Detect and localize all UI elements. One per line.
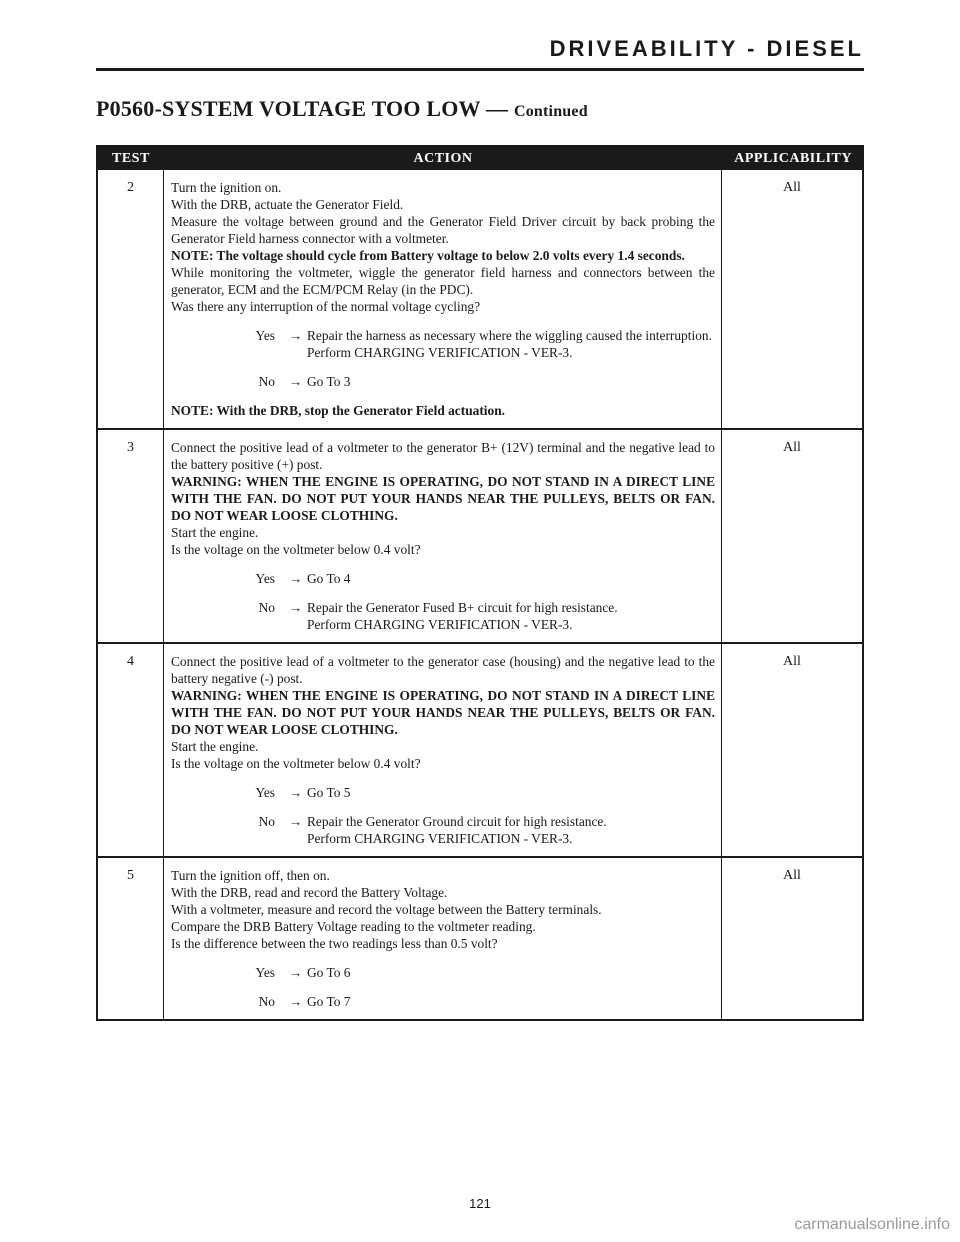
no-result: [307, 599, 715, 633]
action-line: Measure the voltage between ground and the Generator Field Driver circuit by back probing the Generator Field harness connector with a voltmeter.: [171, 214, 715, 246]
yes-label: Yes: [255, 965, 275, 980]
result-line: Repair the Generator Fused B+ circuit for high resistance.: [307, 600, 618, 615]
yes-result: [307, 964, 715, 981]
no-option: [171, 993, 715, 1010]
header-rule: [96, 68, 864, 71]
arrow-icon: →: [289, 965, 303, 980]
header-test: TEST: [112, 150, 150, 166]
action-line: With the DRB, actuate the Generator Field.: [171, 197, 404, 212]
table-body: [98, 170, 862, 1019]
result-line: Repair the harness as necessary where the wiggling caused the interruption.: [307, 328, 712, 343]
action-cell: [164, 430, 722, 642]
test-number: 3: [98, 430, 164, 642]
action-line: Is the voltage on the voltmeter below 0.4 volt?: [171, 542, 421, 557]
header-action: ACTION: [413, 150, 473, 166]
action-line: With the DRB, read and record the Battery Voltage.: [171, 885, 448, 900]
applicability: All: [783, 180, 801, 195]
header-applicability: APPLICABILITY: [734, 150, 852, 166]
result-line: Go To 7: [307, 994, 351, 1009]
no-label: No: [258, 600, 275, 615]
action-line: NOTE: The voltage should cycle from Battery voltage to below 2.0 volts every 1.4 seconds.: [171, 248, 685, 263]
action-line: Start the engine.: [171, 739, 259, 754]
action-line: Start the engine.: [171, 525, 259, 540]
action-line: While monitoring the voltmeter, wiggle the generator field harness and connectors between the generator, ECM and the ECM/PCM Relay (in the PDC).: [171, 265, 715, 297]
no-option: [171, 599, 715, 633]
action-line: Was there any interruption of the normal voltage cycling?: [171, 299, 481, 314]
yes-result: [307, 570, 715, 587]
action-cell: [164, 644, 722, 856]
page-number: 121: [469, 1196, 491, 1211]
yes-option: [171, 327, 715, 361]
action-line: Is the voltage on the voltmeter below 0.4 volt?: [171, 756, 421, 771]
no-result: [307, 813, 715, 847]
table-row: [98, 428, 862, 642]
header-title: DRIVEABILITY - DIESEL: [549, 36, 864, 61]
action-line: Turn the ignition on.: [171, 180, 282, 195]
action-line: WARNING: WHEN THE ENGINE IS OPERATING, DO NOT STAND IN A DIRECT LINE WITH THE FAN. DO NOT PUT YOUR HANDS NEAR THE PULLEYS, BELTS OR FAN. DO NOT WEAR LOOSE CLOTHING.: [171, 474, 715, 523]
action-line: With a voltmeter, measure and record the voltage between the Battery terminals.: [171, 902, 602, 917]
result-line: Go To 6: [307, 965, 351, 980]
arrow-icon: →: [289, 785, 303, 800]
applicability: All: [783, 868, 801, 883]
result-line: Perform CHARGING VERIFICATION - VER-3.: [307, 617, 573, 632]
table-row: [98, 642, 862, 856]
table-row: [98, 856, 862, 1019]
no-result: [307, 373, 715, 390]
action-line: Compare the DRB Battery Voltage reading to the voltmeter reading.: [171, 919, 536, 934]
action-note: NOTE: With the DRB, stop the Generator Field actuation.: [171, 403, 506, 418]
yes-result: [307, 327, 715, 361]
applicability: All: [783, 440, 801, 455]
yes-option: [171, 570, 715, 587]
action-cell: [164, 858, 722, 1019]
applicability: All: [783, 654, 801, 669]
yes-result: [307, 784, 715, 801]
yes-label: Yes: [255, 328, 275, 343]
action-cell: [164, 170, 722, 428]
yes-option: [171, 964, 715, 981]
result-line: Perform CHARGING VERIFICATION - VER-3.: [307, 831, 573, 846]
action-line: Turn the ignition off, then on.: [171, 868, 330, 883]
test-number: 5: [98, 858, 164, 1019]
result-line: Go To 3: [307, 374, 351, 389]
arrow-icon: →: [289, 600, 303, 615]
test-number: 2: [98, 170, 164, 428]
arrow-icon: →: [289, 994, 303, 1009]
action-line: WARNING: WHEN THE ENGINE IS OPERATING, DO NOT STAND IN A DIRECT LINE WITH THE FAN. DO NOT PUT YOUR HANDS NEAR THE PULLEYS, BELTS OR FAN. DO NOT WEAR LOOSE CLOTHING.: [171, 688, 715, 737]
diagnostic-table: [96, 145, 864, 1021]
no-result: [307, 993, 715, 1010]
no-option: [171, 373, 715, 390]
no-label: No: [258, 374, 275, 389]
action-line: Is the difference between the two readings less than 0.5 volt?: [171, 936, 498, 951]
no-option: [171, 813, 715, 847]
arrow-icon: →: [289, 374, 303, 389]
section-title: [96, 96, 588, 122]
result-line: Perform CHARGING VERIFICATION - VER-3.: [307, 345, 573, 360]
action-line: Connect the positive lead of a voltmeter to the generator case (housing) and the negative lead to the battery negative (-) post.: [171, 654, 715, 686]
section-continued: Continued: [513, 103, 588, 120]
arrow-icon: →: [289, 571, 303, 586]
no-label: No: [258, 814, 275, 829]
watermark: carmanualsonline.info: [794, 1216, 950, 1233]
yes-label: Yes: [255, 571, 275, 586]
test-number: 4: [98, 644, 164, 856]
section-title-text: P0560-SYSTEM VOLTAGE TOO LOW —: [96, 96, 509, 121]
result-line: Go To 5: [307, 785, 351, 800]
yes-label: Yes: [255, 785, 275, 800]
result-line: Go To 4: [307, 571, 351, 586]
arrow-icon: →: [289, 328, 303, 343]
arrow-icon: →: [289, 814, 303, 829]
action-line: Connect the positive lead of a voltmeter to the generator B+ (12V) terminal and the negative lead to the battery positive (+) post.: [171, 440, 715, 472]
no-label: No: [258, 994, 275, 1009]
table-header: [98, 147, 862, 170]
table-row: [98, 170, 862, 428]
yes-option: [171, 784, 715, 801]
result-line: Repair the Generator Ground circuit for high resistance.: [307, 814, 607, 829]
